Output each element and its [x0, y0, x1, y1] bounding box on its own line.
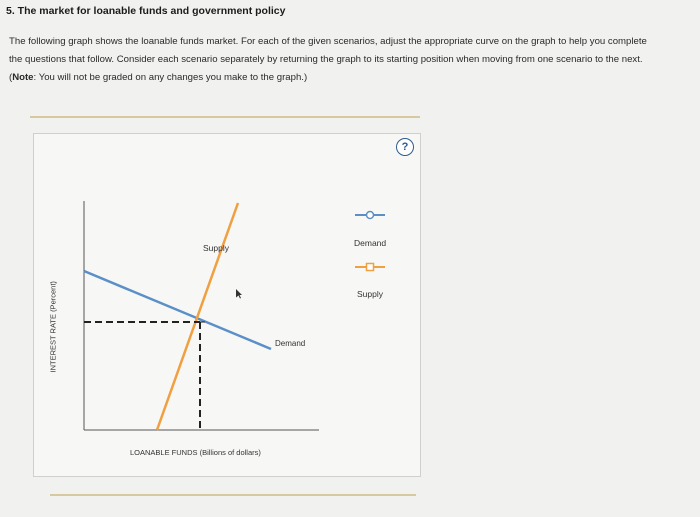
instruction-line-1: The following graph shows the loanable funds market. For each of the given scenarios, adjust the appropriate curve on the graph to help you complete — [9, 36, 647, 47]
y-axis-label: INTEREST RATE (Percent) — [48, 281, 58, 373]
note-label: Note — [12, 72, 34, 83]
x-axis-label: LOANABLE FUNDS (Billions of dollars) — [130, 448, 261, 457]
instruction-line-2: the questions that follow. Consider each scenario separately by returning the graph to its starting position when moving from one scenario to the next. — [9, 54, 643, 65]
supply-curve[interactable] — [157, 203, 238, 430]
note-open-paren: ( — [9, 72, 13, 83]
legend-supply-icon[interactable] — [367, 264, 374, 271]
demand-curve[interactable] — [84, 271, 271, 349]
legend-demand-icon[interactable] — [367, 212, 374, 219]
note-text: : You will not be graded on any changes you make to the graph.) — [33, 72, 308, 83]
mouse-cursor-icon — [236, 289, 242, 299]
supply-curve-label: Supply — [203, 243, 229, 253]
demand-curve-label: Demand — [275, 339, 306, 348]
help-button[interactable]: ? — [396, 138, 414, 156]
divider-bottom — [50, 494, 416, 496]
legend-demand-label: Demand — [354, 238, 387, 248]
page-title: 5. The market for loanable funds and government policy — [6, 5, 286, 17]
legend-supply-label: Supply — [357, 289, 383, 299]
